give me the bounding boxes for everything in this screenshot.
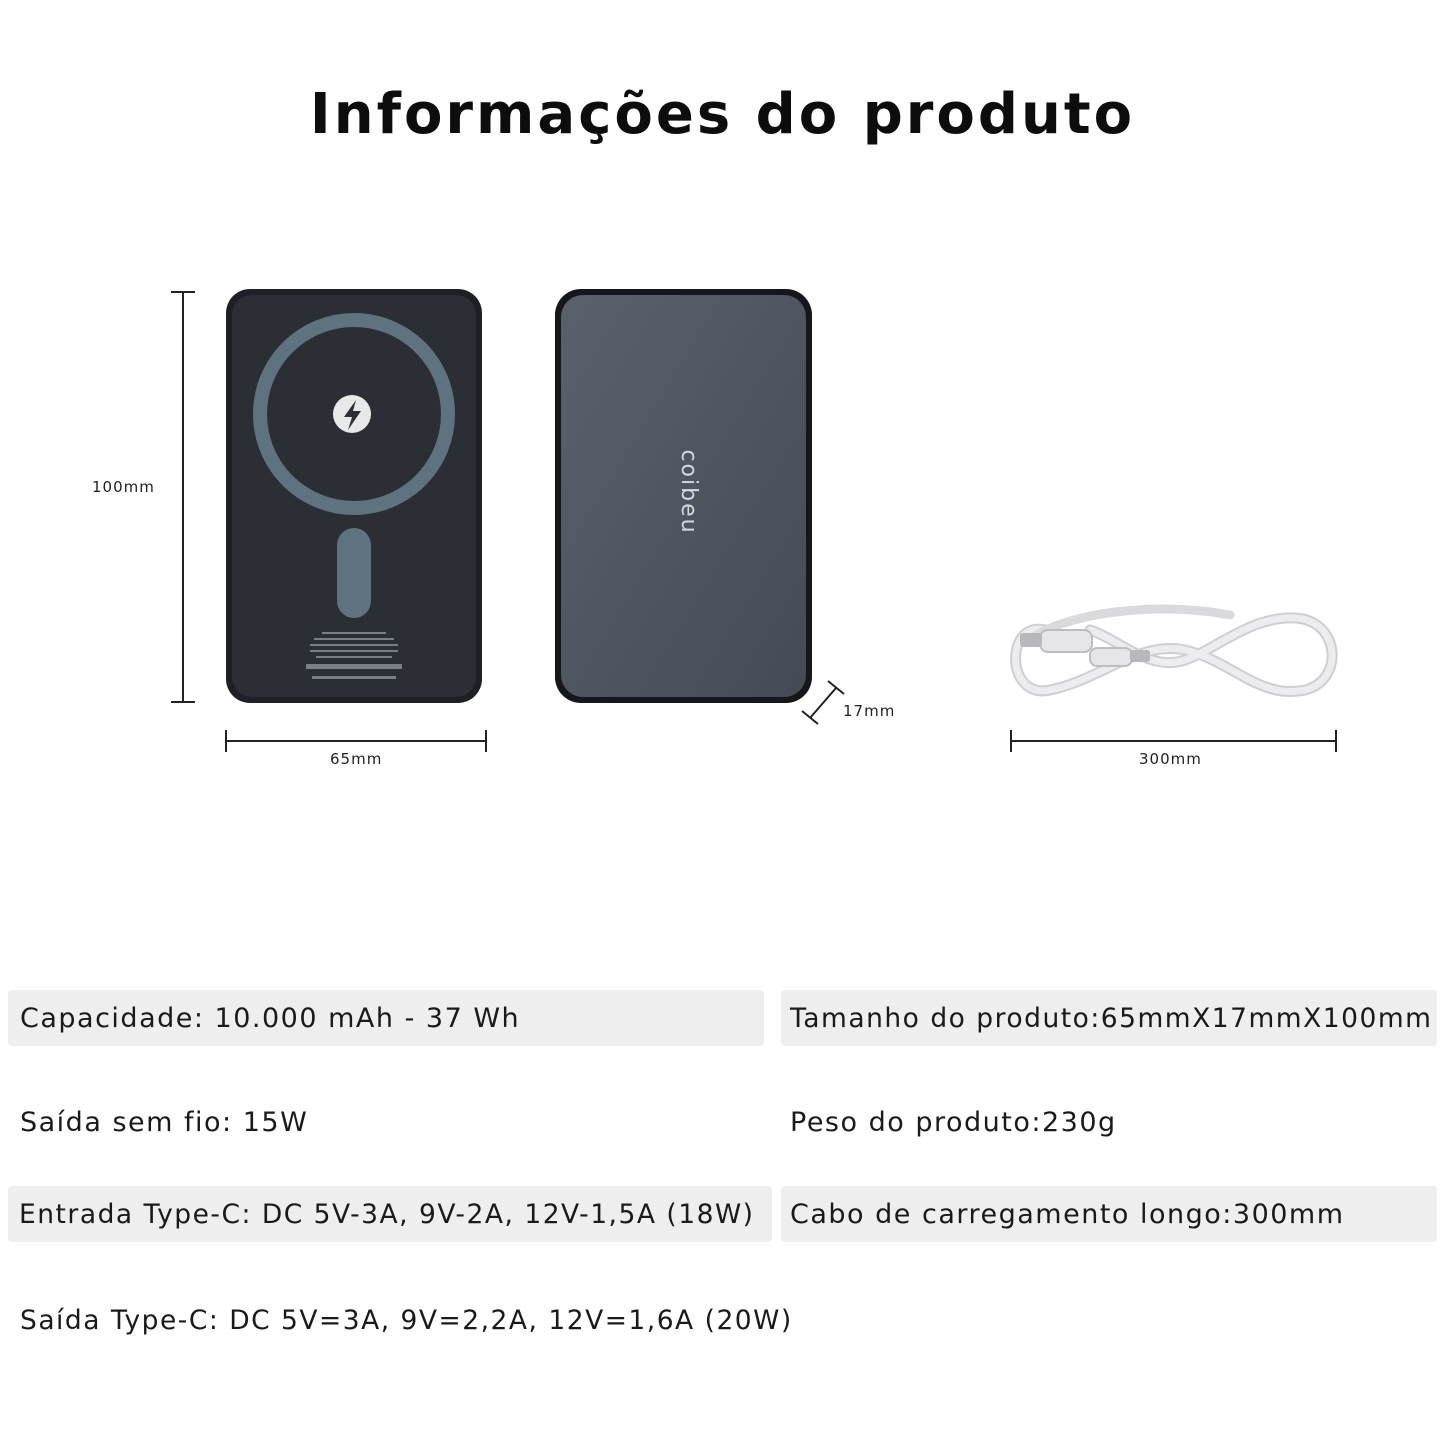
spec-typec-input: Entrada Type-C: DC 5V-3A, 9V-2A, 12V-1,5A (18W) xyxy=(8,1186,772,1242)
width-dimension-line xyxy=(226,730,486,752)
height-label: 100mm xyxy=(92,478,155,496)
width-label: 65mm xyxy=(330,750,383,768)
spec-weight: Peso do produto:230g xyxy=(790,1106,1117,1138)
depth-label: 17mm xyxy=(843,702,896,720)
spec-capacity: Capacidade: 10.000 mAh - 37 Wh xyxy=(8,990,764,1046)
powerbank-back-view xyxy=(226,289,482,703)
charging-cable xyxy=(1016,609,1333,692)
spec-wireless-output: Saída sem fio: 15W xyxy=(20,1106,309,1138)
lightning-bolt-icon xyxy=(333,395,371,433)
cable-dimension-line xyxy=(1011,730,1336,752)
page-title: Informações do produto xyxy=(309,82,1136,147)
powerbank-front-view xyxy=(555,289,812,703)
brand-logo: coibeu xyxy=(676,449,701,535)
spec-cable-length: Cabo de carregamento longo:300mm xyxy=(781,1186,1437,1242)
spec-typec-output: Saída Type-C: DC 5V=3A, 9V=2,2A, 12V=1,6A (20W) xyxy=(20,1304,793,1336)
height-dimension-line xyxy=(171,292,195,702)
spec-size: Tamanho do produto:65mmX17mmX100mm xyxy=(781,990,1437,1046)
cable-length-label: 300mm xyxy=(1139,750,1202,768)
